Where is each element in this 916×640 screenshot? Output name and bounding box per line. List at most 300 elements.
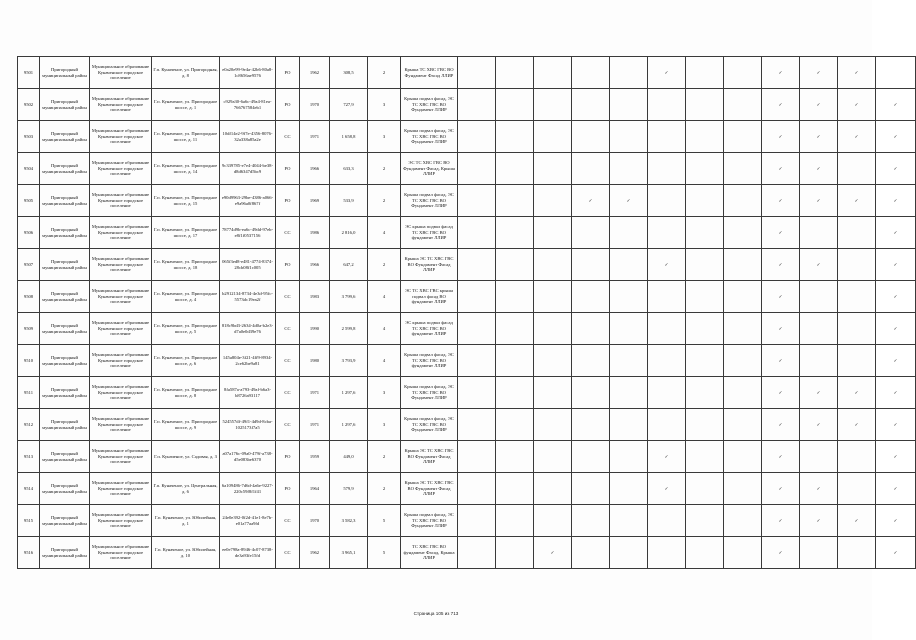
check-cell [648, 121, 686, 153]
district-cell: Пригородный муниципальный район [40, 441, 90, 473]
floors-cell: 5 [368, 537, 401, 569]
check-cell [686, 217, 724, 249]
floors-cell: 3 [368, 377, 401, 409]
check-cell [800, 345, 838, 377]
house-uid-cell: 78774d9b-ea6c-49dd-97eb-e8f1f0537156 [220, 217, 276, 249]
check-cell [648, 441, 686, 473]
checkmark-icon: ✓ [778, 421, 783, 427]
check-cell [762, 313, 800, 345]
check-cell [496, 217, 534, 249]
checkmark-icon: ✓ [778, 133, 783, 139]
check-cell [534, 185, 572, 217]
year-cell: 1959 [300, 441, 330, 473]
check-cell [458, 217, 496, 249]
works-list-cell: Крыша подвал фасад, ЭС ТС ХВС ГВС ВО Фундамент ЛЛИР [401, 121, 458, 153]
check-cell [610, 57, 648, 89]
table-row [18, 313, 916, 345]
district-cell: Пригородный муниципальный район [40, 537, 90, 569]
check-cell [686, 377, 724, 409]
works-list-cell: Крыша ТС ХВС ГВС ВО Фундамент Фасад ЛЛИР [401, 57, 458, 89]
municipality-cell: Муниципальное образование Куначенское городское поселение [90, 153, 152, 185]
check-cell [876, 409, 916, 441]
check-cell [458, 345, 496, 377]
row-number: 9507 [18, 249, 40, 281]
check-cell [800, 377, 838, 409]
house-uid-cell: 8fa587a-a793-49af-b6a3-b8726a93117 [220, 377, 276, 409]
type-cell: СС [276, 537, 300, 569]
check-cell [800, 281, 838, 313]
district-cell: Пригородный муниципальный район [40, 345, 90, 377]
area-cell: 579,9 [330, 473, 368, 505]
row-number: 9504 [18, 153, 40, 185]
check-cell [724, 409, 762, 441]
municipality-cell: Муниципальное образование Куначенское городское поселение [90, 313, 152, 345]
checkmark-icon: ✓ [816, 133, 821, 139]
year-cell: 1971 [300, 121, 330, 153]
area-cell: 3 965,1 [330, 537, 368, 569]
check-cell [800, 313, 838, 345]
check-cell [610, 153, 648, 185]
district-cell: Пригородный муниципальный район [40, 505, 90, 537]
check-cell [458, 409, 496, 441]
check-cell [458, 89, 496, 121]
address-cell: Г.п. Куначеное, ул. Центральная, д. 6 [152, 473, 220, 505]
municipality-cell: Муниципальное образование Куначенское городское поселение [90, 281, 152, 313]
checkmark-icon: ✓ [893, 485, 898, 491]
checkmark-icon: ✓ [816, 485, 821, 491]
check-cell [496, 377, 534, 409]
checkmark-icon: ✓ [816, 69, 821, 75]
address-cell: Г.п. Куначеное, ул. Пригородное шоссе, д. 15 [152, 185, 220, 217]
check-cell [648, 473, 686, 505]
check-cell [838, 185, 876, 217]
check-cell [686, 281, 724, 313]
check-cell [610, 185, 648, 217]
check-cell [800, 409, 838, 441]
works-list-cell: ЭС ТС ХВС ГВС ВО Фундамент Фасад, Крыша ЛЛИР [401, 153, 458, 185]
row-number: 9512 [18, 409, 40, 441]
type-cell: РО [276, 185, 300, 217]
works-list-cell: Крыша подвал фасад, ЭС ТС ХВС ГВС ВО Фундамент ЛЛИР [401, 409, 458, 441]
check-cell [800, 537, 838, 569]
checkmark-icon: ✓ [893, 421, 898, 427]
check-cell [572, 473, 610, 505]
floors-cell: 3 [368, 409, 401, 441]
check-cell [762, 377, 800, 409]
check-cell [876, 185, 916, 217]
year-cell: 1983 [300, 281, 330, 313]
check-cell [572, 153, 610, 185]
checkmark-icon: ✓ [893, 453, 898, 459]
year-cell: 1966 [300, 153, 330, 185]
type-cell: РО [276, 89, 300, 121]
house-uid-cell: 6a109486-7d6d-4a6e-9227-220c59f8f1f41 [220, 473, 276, 505]
year-cell: 1980 [300, 345, 330, 377]
check-cell [876, 57, 916, 89]
check-cell [572, 377, 610, 409]
works-list-cell: ЭС крыша подвал фасад ТС ХВС ГВС ВО фундамент ЛЛИР [401, 313, 458, 345]
house-uid-cell: e0a20e99-9e4a-42b6-80a8-1c8656ae9576 [220, 57, 276, 89]
table-row [18, 473, 916, 505]
district-cell: Пригородный муниципальный район [40, 217, 90, 249]
check-cell [686, 505, 724, 537]
address-cell: Г.п. Куначеное, ул. Юбилейная, д. 1 [152, 505, 220, 537]
check-cell [838, 505, 876, 537]
checkmark-icon: ✓ [854, 69, 859, 75]
check-cell [534, 249, 572, 281]
checkmark-icon: ✓ [664, 69, 669, 75]
check-cell [686, 57, 724, 89]
check-cell [610, 377, 648, 409]
house-uid-cell: 24e0e392-0f2d-41e1-8e7b-e01a77aa9fd [220, 505, 276, 537]
works-list-cell: ЭС ТС ХВС ГВС крыша подвал фасад ВО фундамент ЛЛИР [401, 281, 458, 313]
check-cell [534, 281, 572, 313]
check-cell [496, 345, 534, 377]
checkmark-icon: ✓ [893, 517, 898, 523]
table-row [18, 281, 916, 313]
check-cell [648, 249, 686, 281]
check-cell [496, 249, 534, 281]
district-cell: Пригородный муниципальный район [40, 249, 90, 281]
checkmark-icon: ✓ [893, 165, 898, 171]
check-cell [534, 537, 572, 569]
table-row [18, 249, 916, 281]
checkmark-icon: ✓ [550, 549, 555, 555]
check-cell [648, 281, 686, 313]
municipality-cell: Муниципальное образование Куначенское городское поселение [90, 345, 152, 377]
year-cell: 1990 [300, 313, 330, 345]
year-cell: 1962 [300, 537, 330, 569]
check-cell [800, 185, 838, 217]
district-cell: Пригородный муниципальный район [40, 121, 90, 153]
check-cell [572, 249, 610, 281]
check-cell [648, 153, 686, 185]
check-cell [648, 345, 686, 377]
check-cell [496, 409, 534, 441]
check-cell [496, 185, 534, 217]
check-cell [458, 185, 496, 217]
address-cell: Г.п. Куначеное, ул. Пригородное шоссе, д. 6 [152, 345, 220, 377]
check-cell [572, 281, 610, 313]
area-cell: 449,0 [330, 441, 368, 473]
check-cell [762, 153, 800, 185]
check-cell [800, 473, 838, 505]
area-cell: 633,3 [330, 153, 368, 185]
check-cell [762, 281, 800, 313]
check-cell [724, 441, 762, 473]
check-cell [838, 153, 876, 185]
municipality-cell: Муниципальное образование Куначенское городское поселение [90, 89, 152, 121]
works-list-cell: Крыша подвал фасад, ЭС ТС ХВС ГВС ВО Фундамент ЛЛИР [401, 377, 458, 409]
year-cell: 1964 [300, 473, 330, 505]
type-cell: СС [276, 121, 300, 153]
check-cell [458, 505, 496, 537]
check-cell [876, 345, 916, 377]
row-number: 9506 [18, 217, 40, 249]
type-cell: РО [276, 249, 300, 281]
check-cell [876, 153, 916, 185]
check-cell [762, 537, 800, 569]
check-cell [534, 153, 572, 185]
type-cell: СС [276, 345, 300, 377]
registry-body [18, 57, 916, 569]
municipality-cell: Муниципальное образование Куначенское городское поселение [90, 57, 152, 89]
checkmark-icon: ✓ [854, 133, 859, 139]
check-cell [572, 89, 610, 121]
row-number: 9513 [18, 441, 40, 473]
district-cell: Пригородный муниципальный район [40, 377, 90, 409]
check-cell [496, 473, 534, 505]
checkmark-icon: ✓ [778, 357, 783, 363]
check-cell [648, 185, 686, 217]
checkmark-icon: ✓ [588, 197, 593, 203]
check-cell [648, 377, 686, 409]
address-cell: Г.п. Куначеное, ул. Пригородное шоссе, д. 9 [152, 409, 220, 441]
year-cell: 1971 [300, 409, 330, 441]
check-cell [648, 409, 686, 441]
check-cell [572, 537, 610, 569]
check-cell [838, 57, 876, 89]
municipality-cell: Муниципальное образование Куначенское городское поселение [90, 217, 152, 249]
checkmark-icon: ✓ [778, 453, 783, 459]
area-cell: 727,9 [330, 89, 368, 121]
check-cell [610, 249, 648, 281]
check-cell [876, 377, 916, 409]
checkmark-icon: ✓ [893, 101, 898, 107]
check-cell [838, 121, 876, 153]
check-cell [496, 505, 534, 537]
municipality-cell: Муниципальное образование Куначенское городское поселение [90, 409, 152, 441]
row-number: 9514 [18, 473, 40, 505]
check-cell [762, 473, 800, 505]
check-cell [800, 217, 838, 249]
check-cell [724, 377, 762, 409]
area-cell: 533,9 [330, 185, 368, 217]
checkmark-icon: ✓ [893, 325, 898, 331]
check-cell [724, 121, 762, 153]
check-cell [458, 153, 496, 185]
type-cell: СС [276, 313, 300, 345]
address-cell: Г.п. Куначеное, ул. Садовая, д. 3 [152, 441, 220, 473]
check-cell [876, 505, 916, 537]
check-cell [534, 89, 572, 121]
year-cell: 1962 [300, 57, 330, 89]
check-cell [724, 217, 762, 249]
checkmark-icon: ✓ [778, 165, 783, 171]
area-cell: 1 297,6 [330, 377, 368, 409]
check-cell [762, 505, 800, 537]
check-cell [496, 537, 534, 569]
house-uid-cell: 524557df-49f1-4d9d-8cba-1025173f7a5 [220, 409, 276, 441]
type-cell: РО [276, 473, 300, 505]
check-cell [876, 441, 916, 473]
district-cell: Пригородный муниципальный район [40, 313, 90, 345]
check-cell [762, 217, 800, 249]
type-cell: СС [276, 409, 300, 441]
check-cell [534, 313, 572, 345]
address-cell: Г.п. Куначеное, ул. Пригородное шоссе, д. 5 [152, 313, 220, 345]
check-cell [838, 377, 876, 409]
area-cell: 3 582,3 [330, 505, 368, 537]
checkmark-icon: ✓ [816, 389, 821, 395]
checkmark-icon: ✓ [893, 293, 898, 299]
works-list-cell: Крыша ЭС ТС ХВС ГВС ВО Фундамент Фасад ЛЛИР [401, 473, 458, 505]
address-cell: Г.п. Куначеное, ул. Пригородное шоссе, д. 18 [152, 249, 220, 281]
municipality-cell: Муниципальное образование Куначенское городское поселение [90, 121, 152, 153]
check-cell [572, 441, 610, 473]
checkmark-icon: ✓ [778, 101, 783, 107]
check-cell [458, 377, 496, 409]
housing-registry-table [17, 56, 916, 569]
checkmark-icon: ✓ [778, 197, 783, 203]
area-cell: 1 658,8 [330, 121, 368, 153]
year-cell: 1970 [300, 505, 330, 537]
check-cell [572, 345, 610, 377]
district-cell: Пригородный муниципальный район [40, 473, 90, 505]
house-uid-cell: ee0e798a-8946-4c07-8738-de3a93fe15fd [220, 537, 276, 569]
page-number-footer: Страница 105 из 713 [413, 611, 459, 616]
check-cell [724, 281, 762, 313]
checkmark-icon: ✓ [893, 261, 898, 267]
table-row [18, 345, 916, 377]
check-cell [534, 409, 572, 441]
check-cell [762, 409, 800, 441]
floors-cell: 5 [368, 505, 401, 537]
check-cell [838, 441, 876, 473]
check-cell [876, 313, 916, 345]
check-cell [534, 441, 572, 473]
checkmark-icon: ✓ [778, 229, 783, 235]
check-cell [572, 505, 610, 537]
check-cell [496, 313, 534, 345]
area-cell: 2 816,0 [330, 217, 368, 249]
checkmark-icon: ✓ [778, 261, 783, 267]
check-cell [458, 249, 496, 281]
check-cell [648, 217, 686, 249]
row-number: 9502 [18, 89, 40, 121]
house-uid-cell: 145a804e-3f21-4ff9-8934-2ce62be9a81 [220, 345, 276, 377]
check-cell [534, 217, 572, 249]
area-cell: 647,2 [330, 249, 368, 281]
area-cell: 2 599,8 [330, 313, 368, 345]
works-list-cell: Крыша подвал фасад, ЭС ТС ХВС ГВС ВО Фундамент ЛЛИР [401, 185, 458, 217]
table-row [18, 121, 916, 153]
check-cell [724, 313, 762, 345]
check-cell [534, 57, 572, 89]
check-cell [838, 537, 876, 569]
check-cell [762, 121, 800, 153]
works-list-cell: Крыша подвал фасад, ЭС ТС ХВС ГВС ВО фундамент ЛЛИР [401, 345, 458, 377]
checkmark-icon: ✓ [778, 549, 783, 555]
checkmark-icon: ✓ [854, 389, 859, 395]
check-cell [876, 89, 916, 121]
district-cell: Пригородный муниципальный район [40, 185, 90, 217]
table-row [18, 377, 916, 409]
type-cell: РО [276, 57, 300, 89]
checkmark-icon: ✓ [778, 325, 783, 331]
floors-cell: 2 [368, 473, 401, 505]
row-number: 9509 [18, 313, 40, 345]
check-cell [572, 409, 610, 441]
check-cell [876, 121, 916, 153]
municipality-cell: Муниципальное образование Куначенское городское поселение [90, 377, 152, 409]
check-cell [610, 121, 648, 153]
check-cell [876, 249, 916, 281]
check-cell [458, 281, 496, 313]
check-cell [458, 313, 496, 345]
address-cell: Г.п. Куначеное, ул. Пригородное шоссе, д. 11 [152, 121, 220, 153]
checkmark-icon: ✓ [778, 485, 783, 491]
check-cell [762, 441, 800, 473]
municipality-cell: Муниципальное образование Куначенское городское поселение [90, 537, 152, 569]
district-cell: Пригородный муниципальный район [40, 89, 90, 121]
address-cell: Г.п. Куначеное, ул. Пригородное шоссе, д. 8 [152, 377, 220, 409]
check-cell [648, 505, 686, 537]
district-cell: Пригородный муниципальный район [40, 153, 90, 185]
check-cell [648, 89, 686, 121]
check-cell [686, 185, 724, 217]
checkmark-icon: ✓ [778, 389, 783, 395]
check-cell [686, 249, 724, 281]
check-cell [838, 313, 876, 345]
checkmark-icon: ✓ [893, 549, 898, 555]
check-cell [610, 313, 648, 345]
check-cell [724, 185, 762, 217]
check-cell [686, 441, 724, 473]
checkmark-icon: ✓ [854, 517, 859, 523]
check-cell [572, 57, 610, 89]
type-cell: РО [276, 153, 300, 185]
table-row [18, 89, 916, 121]
check-cell [648, 537, 686, 569]
check-cell [572, 217, 610, 249]
type-cell: СС [276, 505, 300, 537]
house-uid-cell: 9c339785-e7e4-4044-be38-d8d6347d5bc9 [220, 153, 276, 185]
check-cell [800, 249, 838, 281]
checkmark-icon: ✓ [816, 517, 821, 523]
check-cell [762, 89, 800, 121]
check-cell [800, 121, 838, 153]
checkmark-icon: ✓ [664, 453, 669, 459]
house-uid-cell: b2912134-8734-4e3d-95fc-5573dc19ea2f [220, 281, 276, 313]
year-cell: 1971 [300, 377, 330, 409]
check-cell [458, 121, 496, 153]
check-cell [800, 153, 838, 185]
check-cell [686, 313, 724, 345]
house-uid-cell: e90d9963-29be-4386-a066-e9a96a0f867f [220, 185, 276, 217]
check-cell [724, 345, 762, 377]
check-cell [724, 89, 762, 121]
check-cell [686, 409, 724, 441]
check-cell [724, 57, 762, 89]
check-cell [610, 409, 648, 441]
check-cell [876, 473, 916, 505]
check-cell [496, 57, 534, 89]
check-cell [838, 217, 876, 249]
works-list-cell: ТС ХВС ГВС ВО фундамент Фасад, Крыша ЛЛИР [401, 537, 458, 569]
type-cell: РО [276, 441, 300, 473]
check-cell [496, 153, 534, 185]
check-cell [496, 89, 534, 121]
works-list-cell: ЭС крыша подвал фасад ТС ХВС ГВС ВО фундамент ЛЛИР [401, 217, 458, 249]
checkmark-icon: ✓ [854, 197, 859, 203]
area-cell: 3 799,6 [330, 281, 368, 313]
table-row [18, 409, 916, 441]
area-cell: 308,5 [330, 57, 368, 89]
check-cell [838, 409, 876, 441]
works-list-cell: Крыша ЭС ТС ХВС ГВС ВО Фундамент Фасад ЛЛИР [401, 249, 458, 281]
checkmark-icon: ✓ [778, 69, 783, 75]
